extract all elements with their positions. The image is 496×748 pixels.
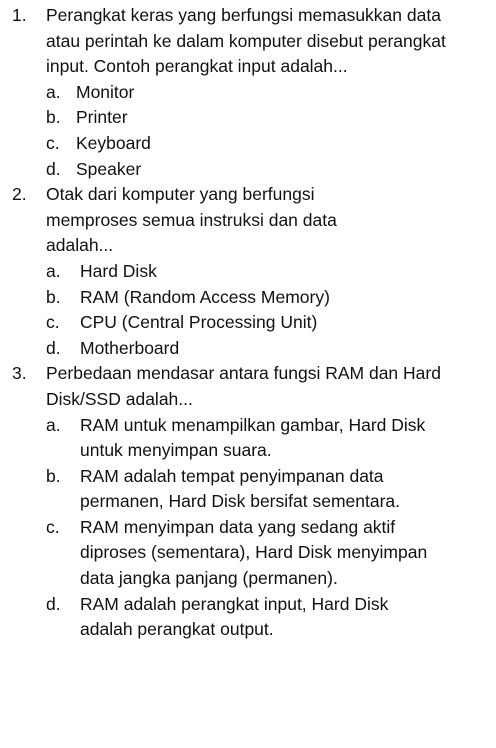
question-text: Perangkat keras yang berfungsi memasukkan data atau perintah ke dalam komputer disebut perangkat input. Contoh perangkat input adalah... [46, 5, 446, 77]
option-text: Keyboard [76, 132, 151, 153]
option-text: RAM adalah perangkat input, Hard Disk adalah perangkat output. [80, 593, 389, 640]
option-b [0, 105, 496, 131]
option-letter: d. [46, 337, 61, 358]
option-text: Monitor [76, 81, 135, 102]
option-c [0, 131, 496, 157]
option-d [0, 592, 496, 643]
option-letter: b. [46, 107, 61, 128]
option-letter: d. [46, 158, 61, 179]
option-b [0, 464, 496, 515]
option-text: RAM adalah tempat penyimpanan data permanen, Hard Disk bersifat sementara. [80, 465, 400, 512]
option-d [0, 336, 496, 362]
option-letter: a. [46, 81, 61, 102]
option-b [0, 285, 496, 311]
option-c [0, 310, 496, 336]
question-number: 2. [12, 184, 27, 205]
question-2 [0, 182, 496, 361]
option-letter: d. [46, 593, 61, 614]
question-number: 3. [12, 363, 27, 384]
question-1 [0, 3, 496, 182]
option-letter: a. [46, 414, 61, 435]
option-text: CPU (Central Processing Unit) [80, 312, 318, 333]
option-text: RAM untuk menampilkan gambar, Hard Disk untuk menyimpan suara. [80, 414, 426, 461]
option-c [0, 515, 496, 592]
question-text: Otak dari komputer yang berfungsi memproses semua instruksi dan data adalah... [46, 184, 337, 256]
option-letter: a. [46, 260, 61, 281]
option-text: Speaker [76, 158, 142, 179]
option-a [0, 413, 496, 464]
option-text: RAM menyimpan data yang sedang aktif diproses (sementara), Hard Disk menyimpan data jangka panjang (permanen). [80, 516, 428, 589]
option-letter: b. [46, 286, 61, 307]
option-a [0, 259, 496, 285]
question-number: 1. [12, 5, 27, 25]
option-text: Hard Disk [80, 260, 157, 281]
option-letter: c. [46, 132, 60, 153]
option-text: Motherboard [80, 337, 180, 358]
option-letter: c. [46, 516, 60, 537]
question-text: Perbedaan mendasar antara fungsi RAM dan Hard Disk/SSD adalah... [46, 363, 441, 409]
question-3 [0, 361, 496, 643]
option-a [0, 80, 496, 106]
option-letter: c. [46, 312, 60, 333]
option-letter: b. [46, 465, 61, 486]
option-text: RAM (Random Access Memory) [80, 286, 330, 307]
option-d [0, 157, 496, 183]
option-text: Printer [76, 107, 128, 128]
